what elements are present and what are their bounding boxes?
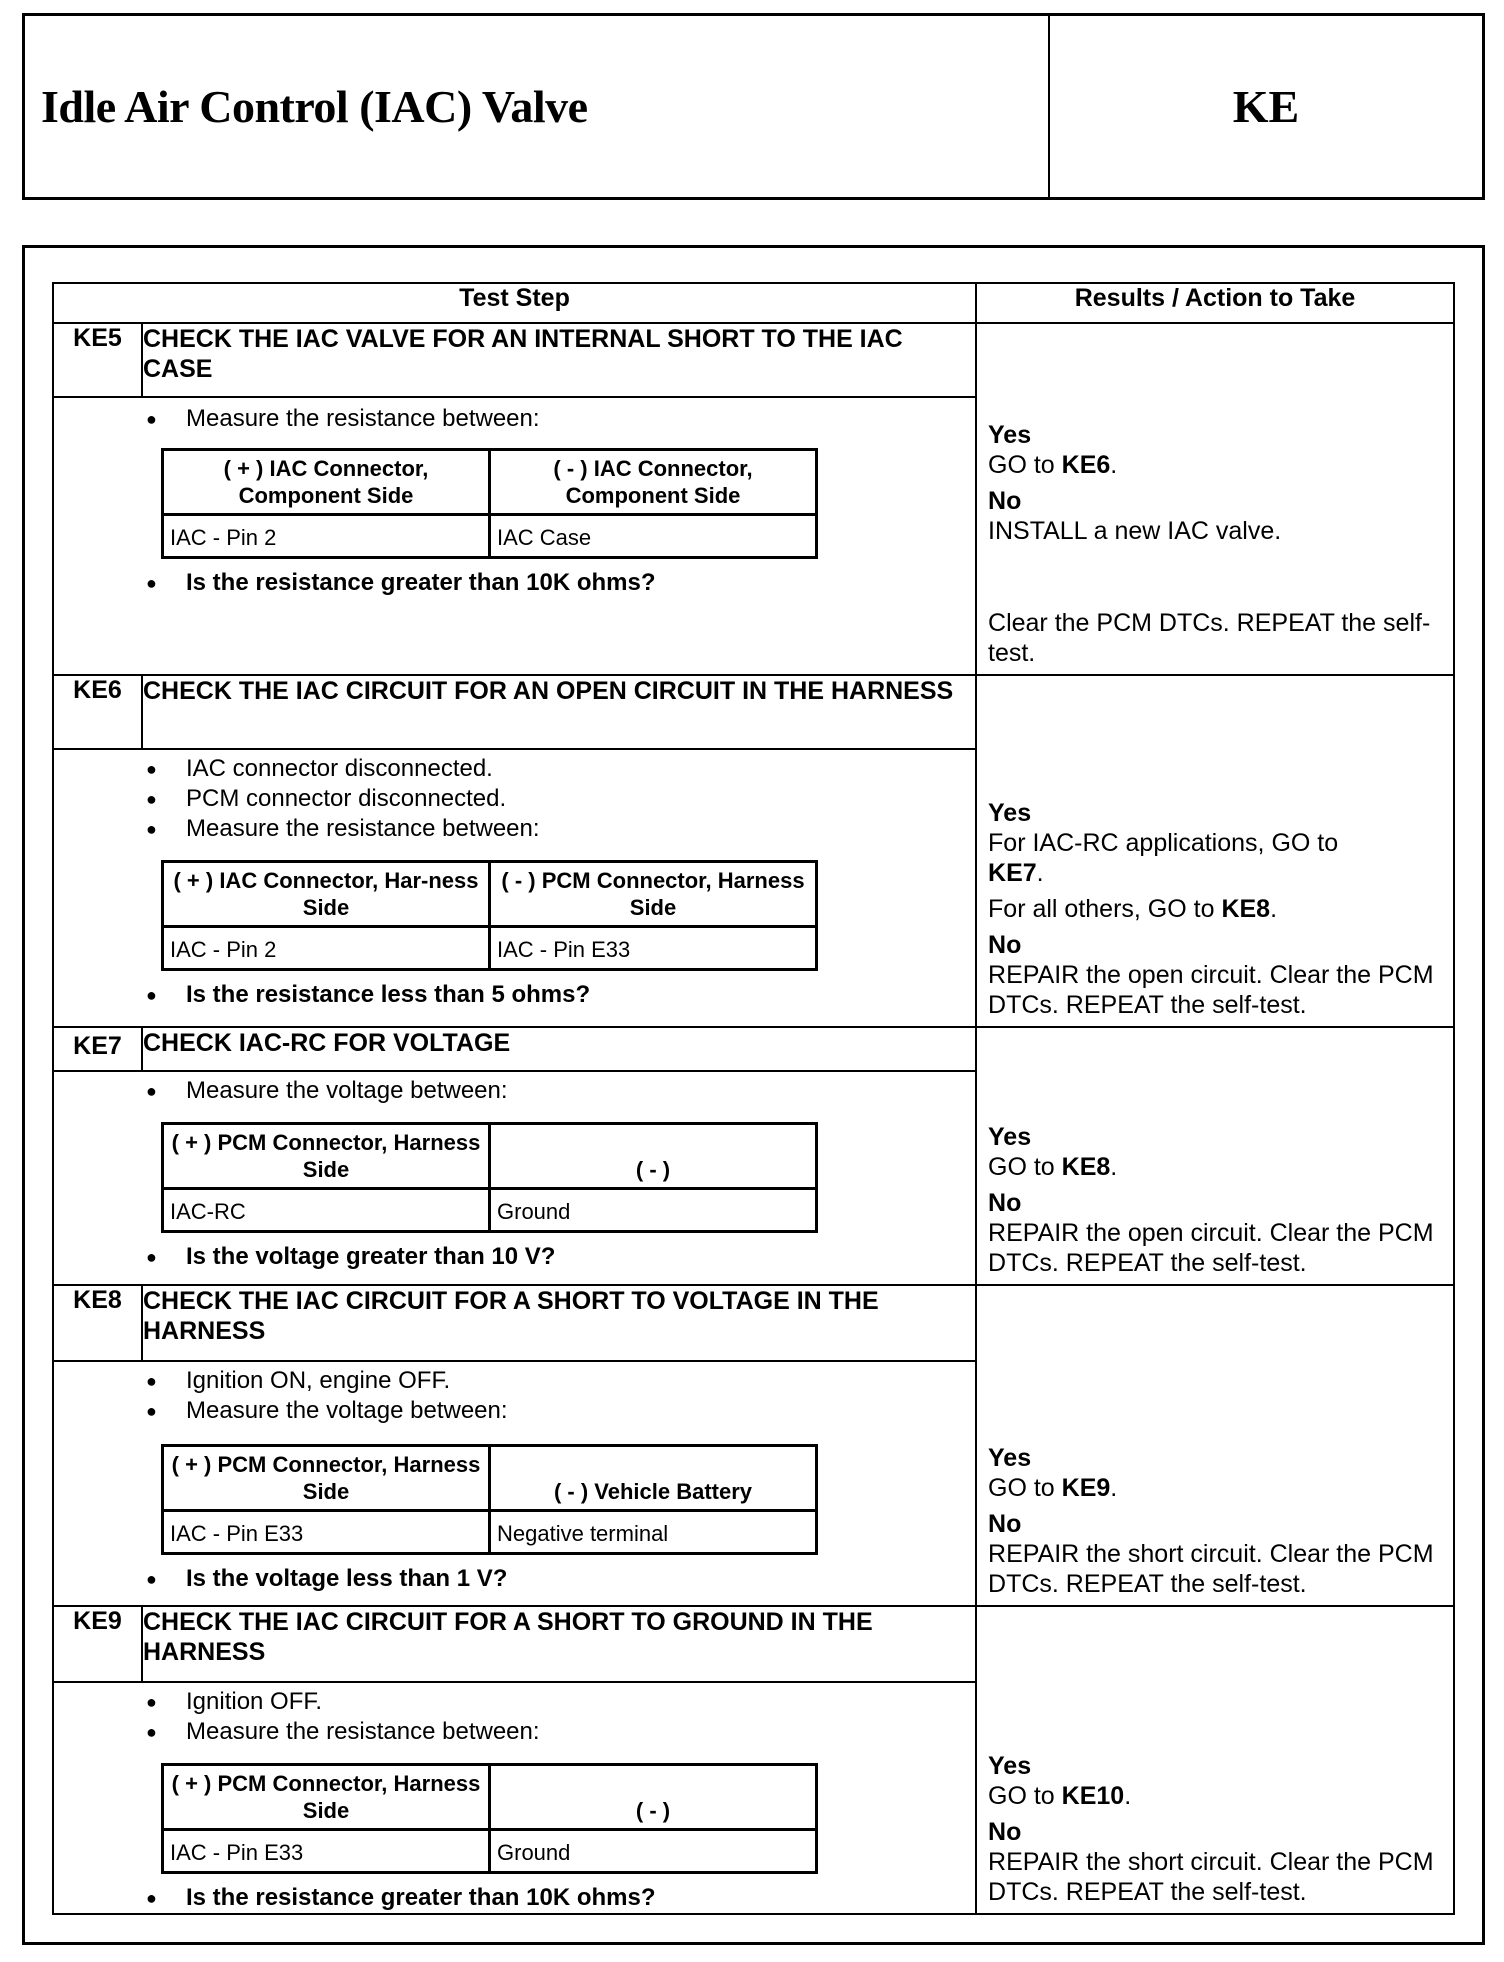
connector-pos-header: ( + ) PCM Connector, Harness Side <box>163 1124 490 1189</box>
step-title-row <box>53 1606 1454 1682</box>
result-yes-prefix: For all others, GO to <box>988 895 1222 923</box>
connector-pos-value: IAC - Pin 2 <box>163 927 490 970</box>
result-extra-text: Clear the PCM DTCs. REPEAT the self-test. <box>988 609 1431 667</box>
connector-neg-header: ( - ) <box>490 1765 817 1830</box>
step-body <box>53 1361 976 1606</box>
result-yes-text-2 <box>988 894 1447 924</box>
bullet-icon: ● <box>146 1247 157 1267</box>
step-question: ● Is the resistance greater than 10K ohms? <box>146 569 656 596</box>
result-yes-text <box>988 450 1447 480</box>
bullet-item: ● Measure the voltage between: <box>146 1397 508 1424</box>
step-title: CHECK THE IAC CIRCUIT FOR AN OPEN CIRCUIT IN THE HARNESS <box>142 675 976 749</box>
bullet-icon: ● <box>146 985 157 1005</box>
result-no-text: REPAIR the open circuit. Clear the PCM DTCs. REPEAT the self-test. <box>988 961 1434 1019</box>
result-yes-label: Yes <box>988 1123 1032 1151</box>
connector-pos-header: ( + ) PCM Connector, Harness Side <box>163 1765 490 1830</box>
goto-step-link[interactable]: KE9 <box>1061 1474 1111 1502</box>
result-yes-suffix: . <box>1110 451 1118 479</box>
bullet-icon: ● <box>146 1722 157 1742</box>
result-yes-suffix: . <box>1110 1474 1118 1502</box>
connector-pos-value: IAC - Pin E33 <box>163 1511 490 1554</box>
step-question: ● Is the voltage less than 1 V? <box>146 1565 508 1592</box>
connector-neg-header: ( - ) <box>490 1124 817 1189</box>
bullet-item: ● IAC connector disconnected. <box>146 755 493 782</box>
result-no-label: No <box>988 931 1022 959</box>
step-body <box>53 1071 976 1285</box>
result-yes-text <box>988 828 1447 888</box>
result-yes-text <box>988 1781 1447 1811</box>
result-yes-suffix: . <box>1110 1153 1118 1181</box>
connector-neg-value: IAC Case <box>490 515 817 558</box>
goto-step-link[interactable]: KE8 <box>1061 1153 1111 1181</box>
step-results <box>976 323 1454 675</box>
bullet-icon: ● <box>146 759 157 779</box>
step-results <box>976 675 1454 1027</box>
column-header-results: Results / Action to Take <box>976 283 1454 323</box>
bullet-icon: ● <box>146 1888 157 1908</box>
bullet-item: ● Measure the resistance between: <box>146 1718 540 1745</box>
step-id: KE6 <box>53 675 142 749</box>
connector-neg-value: Ground <box>490 1830 817 1873</box>
connector-pos-header: ( + ) IAC Connector, Component Side <box>163 450 490 515</box>
step-body <box>53 397 976 675</box>
result-yes-label: Yes <box>988 421 1032 449</box>
step-body <box>53 749 976 1027</box>
step-results <box>976 1285 1454 1606</box>
result-yes-text <box>988 1473 1447 1503</box>
connector-neg-value: Negative terminal <box>490 1511 817 1554</box>
connector-neg-header: ( - ) IAC Connector, Component Side <box>490 450 817 515</box>
connector-neg-value: IAC - Pin E33 <box>490 927 817 970</box>
result-no-label: No <box>988 1510 1022 1538</box>
section-code: KE <box>1232 81 1300 132</box>
step-id: KE7 <box>53 1027 142 1071</box>
connector-table <box>161 860 818 971</box>
step-question: ● Is the voltage greater than 10 V? <box>146 1243 556 1270</box>
connector-table <box>161 1444 818 1555</box>
bullet-icon: ● <box>146 819 157 839</box>
goto-step-link[interactable]: KE8 <box>1221 895 1271 923</box>
connector-neg-header: ( - ) Vehicle Battery <box>490 1446 817 1511</box>
connector-table <box>161 1122 818 1233</box>
result-yes-suffix: . <box>1036 859 1044 887</box>
connector-neg-header: ( - ) PCM Connector, Harness Side <box>490 862 817 927</box>
result-no-label: No <box>988 1818 1022 1846</box>
bullet-item: ● PCM connector disconnected. <box>146 785 507 812</box>
result-yes-prefix: GO to <box>988 1153 1062 1181</box>
connector-table <box>161 1763 818 1874</box>
result-yes-prefix: GO to <box>988 1782 1062 1810</box>
step-title-row <box>53 323 1454 397</box>
result-yes-label: Yes <box>988 1752 1032 1780</box>
page-title: Idle Air Control (IAC) Valve <box>41 81 588 132</box>
result-no-label: No <box>988 487 1022 515</box>
step-id: KE9 <box>53 1606 142 1682</box>
step-title: CHECK THE IAC CIRCUIT FOR A SHORT TO GROUND IN THE HARNESS <box>142 1606 976 1682</box>
step-id: KE8 <box>53 1285 142 1361</box>
bullet-item: ● Ignition OFF. <box>146 1688 323 1715</box>
goto-step-link[interactable]: KE7 <box>988 859 1037 887</box>
connector-pos-value: IAC-RC <box>163 1189 490 1232</box>
diagnostic-table <box>52 282 1455 1915</box>
step-question: ● Is the resistance greater than 10K ohms? <box>146 1884 656 1911</box>
step-title-row <box>53 675 1454 749</box>
bullet-icon: ● <box>146 409 157 429</box>
bullet-icon: ● <box>146 1371 157 1391</box>
bullet-icon: ● <box>146 1081 157 1101</box>
bullet-icon: ● <box>146 789 157 809</box>
step-title: CHECK IAC-RC FOR VOLTAGE <box>142 1027 976 1071</box>
step-id: KE5 <box>53 323 142 397</box>
step-question: ● Is the resistance less than 5 ohms? <box>146 981 591 1008</box>
result-yes-label: Yes <box>988 1444 1032 1472</box>
result-no-text: REPAIR the open circuit. Clear the PCM DTCs. REPEAT the self-test. <box>988 1219 1434 1277</box>
result-no-label: No <box>988 1189 1022 1217</box>
connector-pos-header: ( + ) PCM Connector, Harness Side <box>163 1446 490 1511</box>
bullet-item: ● Measure the resistance between: <box>146 815 540 842</box>
step-title: CHECK THE IAC CIRCUIT FOR A SHORT TO VOLTAGE IN THE HARNESS <box>142 1285 976 1361</box>
bullet-item: ● Measure the resistance between: <box>146 405 540 432</box>
connector-pos-value: IAC - Pin 2 <box>163 515 490 558</box>
result-yes-label: Yes <box>988 799 1032 827</box>
bullet-icon: ● <box>146 1692 157 1712</box>
connector-pos-value: IAC - Pin E33 <box>163 1830 490 1873</box>
result-no-text: REPAIR the short circuit. Clear the PCM DTCs. REPEAT the self-test. <box>988 1848 1434 1906</box>
result-yes-prefix: GO to <box>988 451 1062 479</box>
column-header-test-step: Test Step <box>53 283 976 323</box>
step-title: CHECK THE IAC VALVE FOR AN INTERNAL SHORT TO THE IAC CASE <box>142 323 976 397</box>
bullet-item: ● Ignition ON, engine OFF. <box>146 1367 451 1394</box>
step-results <box>976 1606 1454 1914</box>
page-header <box>22 13 1485 200</box>
result-yes-suffix: . <box>1270 895 1278 923</box>
result-yes-prefix: For IAC-RC applications, GO to <box>988 829 1339 857</box>
table-header-row <box>53 283 1454 323</box>
result-yes-suffix: . <box>1124 1782 1132 1810</box>
connector-pos-header: ( + ) IAC Connector, Har-ness Side <box>163 862 490 927</box>
step-results <box>976 1027 1454 1285</box>
result-no-text: INSTALL a new IAC valve. <box>988 517 1282 545</box>
bullet-icon: ● <box>146 573 157 593</box>
result-yes-prefix: GO to <box>988 1474 1062 1502</box>
step-title-row <box>53 1027 1454 1071</box>
connector-table <box>161 448 818 559</box>
step-body <box>53 1682 976 1914</box>
result-yes-text <box>988 1152 1447 1182</box>
bullet-icon: ● <box>146 1401 157 1421</box>
bullet-icon: ● <box>146 1569 157 1589</box>
goto-step-link[interactable]: KE6 <box>1061 451 1111 479</box>
bullet-item: ● Measure the voltage between: <box>146 1077 508 1104</box>
result-no-text: REPAIR the short circuit. Clear the PCM DTCs. REPEAT the self-test. <box>988 1540 1434 1598</box>
connector-neg-value: Ground <box>490 1189 817 1232</box>
goto-step-link[interactable]: KE10 <box>1061 1782 1125 1810</box>
step-title-row <box>53 1285 1454 1361</box>
